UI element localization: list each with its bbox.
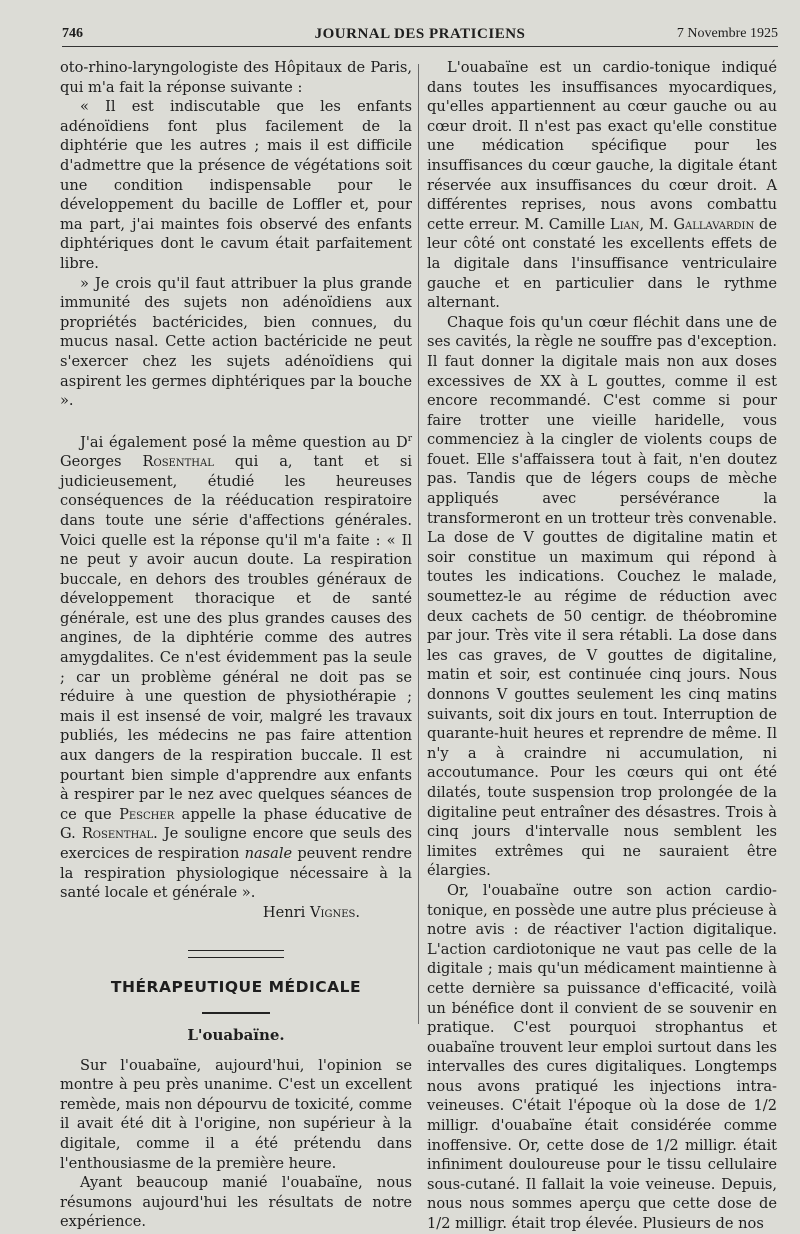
section-divider xyxy=(188,950,284,958)
paragraph: J'ai également posé la même question au $D^r$ Georges Rosenthal qui a, tant et si judicieusement, étudié les heureuses conséquences de la rééducation respiratoire dans toute une série d'affections générales. Voici quelle est la réponse qu'il m'a faite : « Il ne peut y avoir aucun doute. La respiration buccale, en dehors des troubles généraux de développement thoracique et de santé générale, est une des plus grandes causes des angines, de la diphtérie comme des autres amygdalites. Ce n'est évidemment pas la seule ; car un problème général ne doit pas se réduire à une question de physiothérapie ; mais il est insensé de voir, malgré les travaux publiés, les médecins ne pas faire attention aux dangers de la respiration buccale. Il est pourtant bien simple d'apprendre aux enfants à respirer par le nez avec quelques séances de ce que Pescher appelle la phase éducative de G. Rosenthal. Je souligne encore que seuls des exercices de respiration nasale peuvent rendre la respiration physiologique nécessaire à la santé locale et générale ». xyxy=(60,433,412,902)
paragraph-quote: « Il est indiscutable que les enfants adénoïdiens font plus facilement de la diphtérie que les autres ; mais il est difficile d'admettre que la présence de végétations soit une condition indispensable pour le développement du bacille de Loffler et, pour ma part, j'ai maintes fois observé des enfants diphtériques dont le cavum était parfaitement libre. xyxy=(60,98,412,272)
header-rule xyxy=(62,46,778,47)
section-title: THÉRAPEUTIQUE MÉDICALE xyxy=(110,978,362,997)
paragraph: Ayant beaucoup manié l'ouabaïne, nous résumons aujourd'hui les résultats de notre expérience. xyxy=(60,1174,412,1231)
title-rule xyxy=(202,1012,270,1014)
paragraph: Sur l'ouabaïne, aujourd'hui, l'opinion se montre à peu près unanime. C'est un excellent remède, mais non dépourvu de toxicité, comme il avait été dit à l'origine, non supérieur à la digitale, comme il a été prétendu dans l'enthousiasme de la première heure. xyxy=(60,1056,412,1172)
paragraph: oto-rhino-laryngologiste des Hôpitaux de Paris, qui m'a fait la réponse suivante : xyxy=(60,59,412,96)
column-divider xyxy=(418,64,419,1024)
paragraph: L'ouabaïne est un cardio-tonique indiqué dans toutes les insuffisances myocardiques, qu'elles appartiennent au cœur gauche ou au cœur droit. Il n'est pas exact qu'elle constitue une médication spécifique pour les insuffisances du cœur gauche, la digitale étant réservée aux insuffisances du cœur droit. A différentes reprises, nous avons combattu cette erreur. M. Camille Lian, M. Gallavardin de leur côté ont constaté les excellents effets de la digitale dans l'insuffisance ventriculaire gauche et en particulier dans le rythme alternant. xyxy=(427,59,778,312)
signature: Henri Vignes. xyxy=(262,903,360,921)
issue-date: 7 Novembre 1925 xyxy=(676,26,778,41)
subsection-title: L'ouabaïne. xyxy=(187,1025,285,1044)
journal-title: JOURNAL DES PRATICIENS xyxy=(314,26,526,42)
paragraph-quote: » Je crois qu'il faut attribuer la plus grande immunité des sujets non adénoïdiens aux propriétés bactéricides, bien connues, du mucus nasal. Cette action bactéricide ne peut s'exercer chez les sujets adénoïdiens qui aspirent les germes diphtériques par la bouche ». xyxy=(60,274,412,410)
paragraph: Chaque fois qu'un cœur fléchit dans une de ses cavités, la règle ne souffre pas d'exception. Il faut donner la digitale mais non aux doses excessives de XX à L gouttes, comme il est encore recommandé. C'est comme si pour faire trotter une vieille haridelle, vous commenciez à la cingler de violents coups de fouet. Elle s'affaissera tout à fait, n'en doutez pas. Tandis que de légers coups de mèche appliqués avec persévérance la transformeront en un trotteur très convenable. La dose de V gouttes de digitaline matin et soir constitue un maximum qui répond à toutes les indications. Couchez le malade, soumettez-le au régime de réduction avec deux cachets de 50 centigr. de théobromine par jour. Très vite il sera rétabli. La dose dans les cas graves, de V gouttes de digitaline, matin et soir, est continuée cinq jours. Nous donnons V gouttes seulement les cinq matins suivants, soit dix jours en tout. Interruption de quarante-huit heures et reprendre de même. Il n'y a à craindre ni accumulation, ni accoutumance. Pour les cœurs qui ont été dilatés, toute suspension trop prolongée de la digitaline peut entraîner des désastres. Trois à cinq jours d'intervalle nous semblent les limites extrêmes qui ne sauraient être élargies. xyxy=(427,313,777,880)
page-number: 746 xyxy=(62,26,83,41)
right-column xyxy=(427,58,777,1234)
left-column xyxy=(60,58,412,1232)
page-header xyxy=(62,26,778,48)
paragraph: Or, l'ouabaïne outre son action cardio-tonique, en possède une autre plus précieuse à notre avis : de réactiver l'action digitalique. L'action cardiotonique ne vaut pas celle de la digitale ; mais qu'un médicament maintienne à cette dernière sa puissance d'efficacité, voilà un bénéfice dont il convient de se souvenir en pratique. C'est pourquoi strophantus et ouabaïne trouvent leur emploi surtout dans les intervalles des cures digitaliques. Longtemps nous avons pratiqué les injections intra-veineuses. C'était l'époque où la dose de 1/2 milligr. d'ouabaïne était considérée comme inoffensive. Or, cette dose de 1/2 milligr. était infiniment douloureuse pour le tissu cellulaire sous-cutané. Il fallait la voie veineuse. Depuis, nous nous sommes aperçu que cette dose de 1/2 milligr. était trop élevée. Plusieurs de nos xyxy=(427,881,777,1233)
